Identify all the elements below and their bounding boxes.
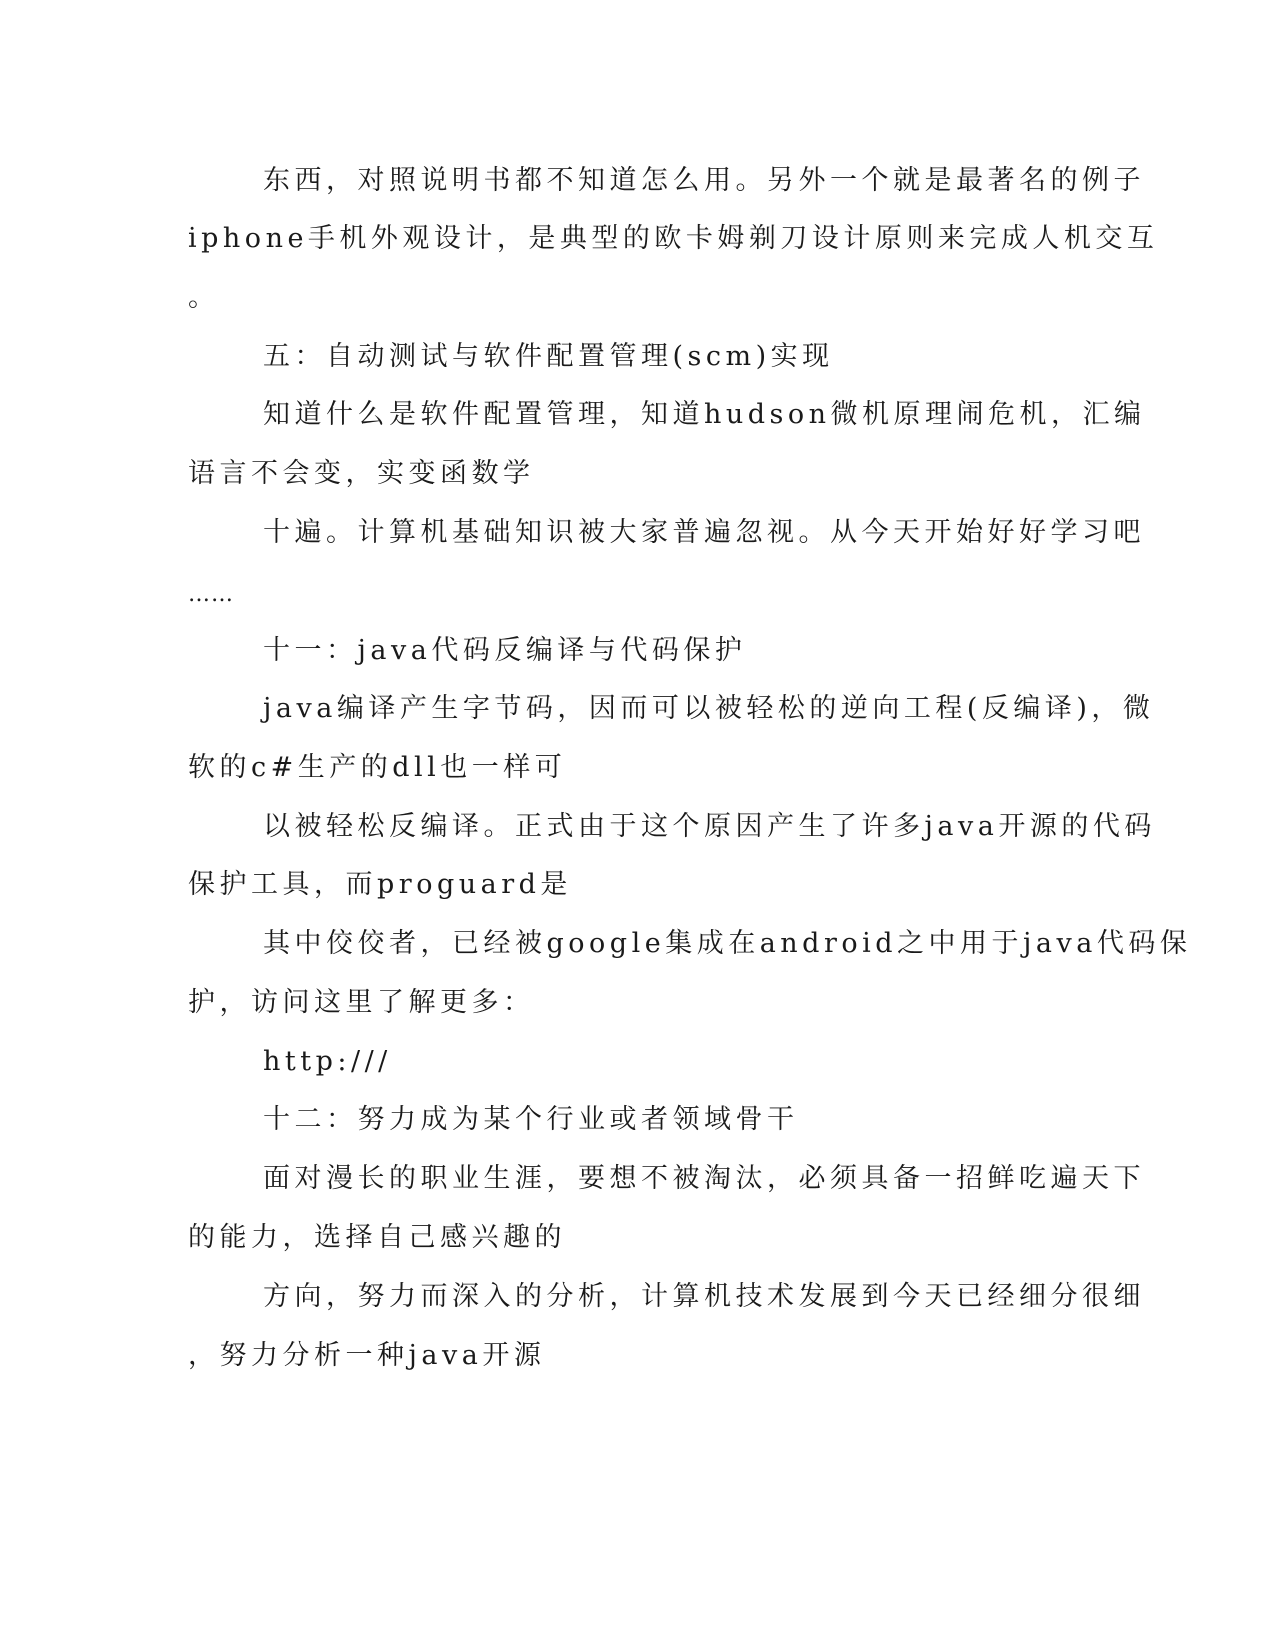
text-line-20: 方向，努力而深入的分析，计算机技术发展到今天已经细分很细 bbox=[263, 1281, 1145, 1312]
text-line-1: 东西，对照说明书都不知道怎么用。另外一个就是最著名的例子 bbox=[263, 165, 1145, 196]
text-line-11: 软的c#生产的dll也一样可 bbox=[188, 752, 567, 783]
text-line-13: 保护工具，而proguard是 bbox=[188, 869, 572, 900]
text-line-14: 其中佼佼者，已经被google集成在android之中用于java代码保 bbox=[263, 928, 1192, 959]
text-line-6: 语言不会变，实变函数学 bbox=[188, 458, 535, 489]
text-line-21: ，努力分析一种java开源 bbox=[188, 1340, 546, 1371]
text-line-2: iphone手机外观设计，是典型的欧卡姆剃刀设计原则来完成人机交互 bbox=[188, 223, 1159, 254]
text-line-3: 。 bbox=[188, 282, 220, 313]
text-line-18: 面对漫长的职业生涯，要想不被淘汰，必须具备一招鲜吃遍天下 bbox=[263, 1163, 1145, 1194]
section-heading-5: 五：自动测试与软件配置管理(scm)实现 bbox=[263, 341, 834, 372]
text-line-7: 十遍。计算机基础知识被大家普遍忽视。从今天开始好好学习吧 bbox=[263, 517, 1145, 548]
section-heading-12: 十二：努力成为某个行业或者领域骨干 bbox=[263, 1104, 799, 1135]
text-line-8: …… bbox=[188, 582, 234, 607]
text-line-5: 知道什么是软件配置管理，知道hudson微机原理闹危机，汇编 bbox=[263, 399, 1146, 430]
section-heading-11: 十一：java代码反编译与代码保护 bbox=[263, 635, 747, 666]
text-line-19: 的能力，选择自己感兴趣的 bbox=[188, 1222, 566, 1253]
text-line-15: 护，访问这里了解更多： bbox=[188, 987, 535, 1018]
url-line: http:/// bbox=[263, 1046, 392, 1077]
text-line-10: java编译产生字节码，因而可以被轻松的逆向工程(反编译)，微 bbox=[263, 693, 1155, 724]
text-line-12: 以被轻松反编译。正式由于这个原因产生了许多java开源的代码 bbox=[263, 811, 1156, 842]
